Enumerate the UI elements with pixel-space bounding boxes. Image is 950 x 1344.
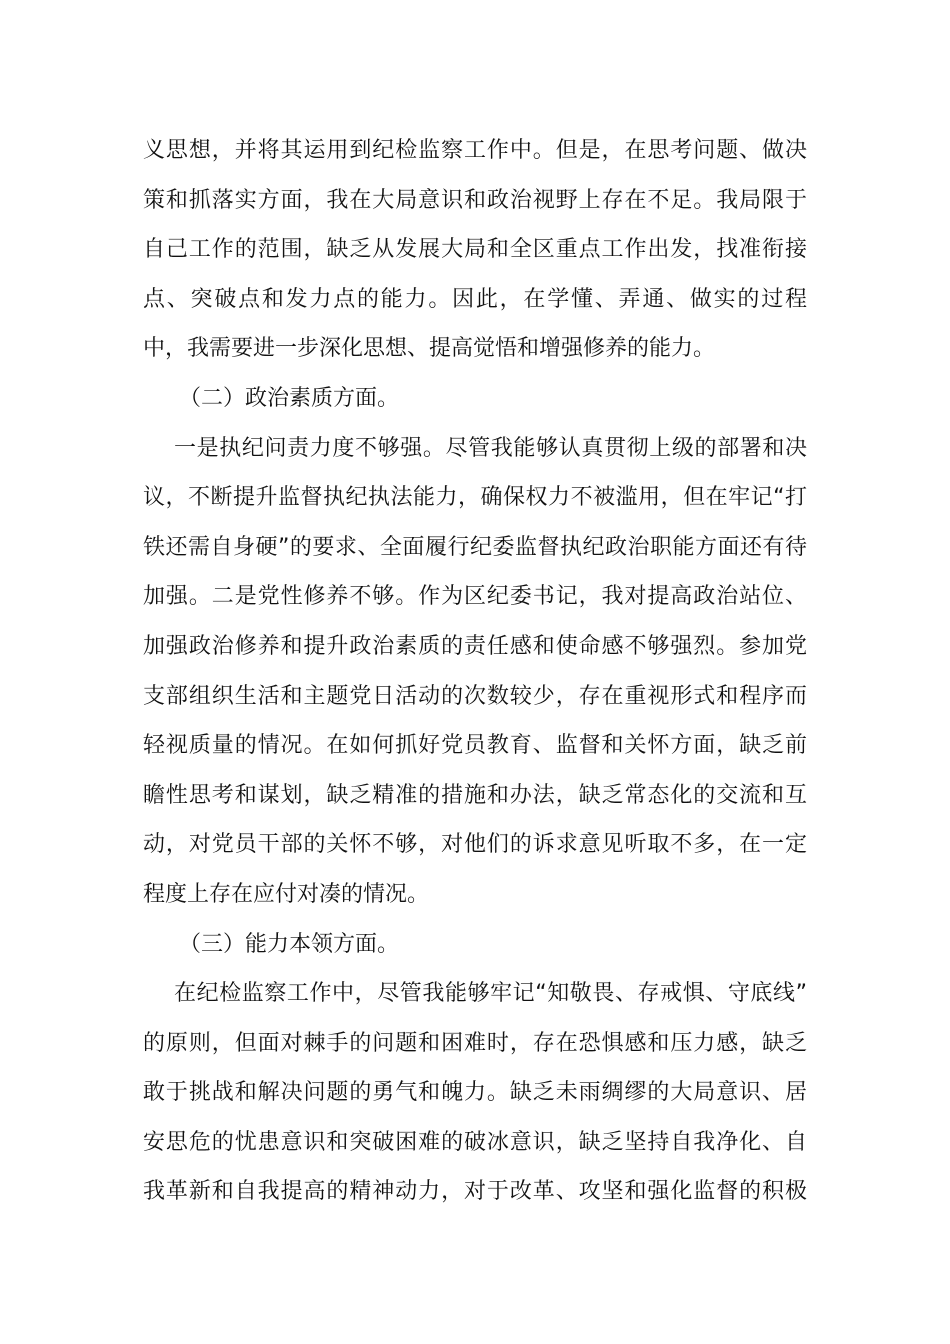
text-line: 策和抓落实方面，我在大局意识和政治视野上存在不足。我局限于	[143, 187, 807, 213]
text-line: 自己工作的范围，缺乏从发展大局和全区重点工作出发，找准衔接	[143, 237, 807, 263]
text-line: 瞻性思考和谋划，缺乏精准的措施和办法，缺乏常态化的交流和互	[143, 782, 807, 808]
text-line: 动，对党员干部的关怀不够，对他们的诉求意见听取不多，在一定	[143, 832, 807, 858]
text-line: 议，不断提升监督执纪执法能力，确保权力不被滥用，但在牢记“打	[143, 485, 807, 511]
document-body	[143, 126, 807, 1217]
text-line: 轻视质量的情况。在如何抓好党员教育、监督和关怀方面，缺乏前	[143, 733, 807, 759]
section-heading-ability: （三）能力本领方面。	[179, 931, 400, 957]
text-line: 敢于挑战和解决问题的勇气和魄力。缺乏未雨绸缪的大局意识、居	[143, 1080, 807, 1106]
text-line: 我革新和自我提高的精神动力，对于改革、攻坚和强化监督的积极	[143, 1179, 807, 1205]
text-line: 中，我需要进一步深化思想、提高觉悟和增强修养的能力。	[143, 336, 716, 362]
text-line: 安思危的忧患意识和突破困难的破冰意识，缺乏坚持自我净化、自	[143, 1129, 807, 1155]
text-line: 的原则，但面对棘手的问题和困难时，存在恐惧感和压力感，缺乏	[143, 1030, 807, 1056]
text-line: 义思想，并将其运用到纪检监察工作中。但是，在思考问题、做决	[143, 138, 807, 163]
text-line: 加强。二是党性修养不够。作为区纪委书记，我对提高政治站位、	[143, 584, 807, 610]
text-line: 支部组织生活和主题党日活动的次数较少，存在重视形式和程序而	[143, 683, 807, 709]
text-line: 程度上存在应付对凑的情况。	[143, 881, 430, 907]
text-line: 加强政治修养和提升政治素质的责任感和使命感不够强烈。参加党	[143, 633, 807, 659]
text-line: 点、突破点和发力点的能力。因此，在学懂、弄通、做实的过程	[143, 286, 807, 312]
text-line: 在纪检监察工作中，尽管我能够牢记“知敬畏、存戒惧、守底线”	[174, 981, 807, 1007]
text-line: 一是执纪问责力度不够强。尽管我能够认真贯彻上级的部署和决	[174, 435, 807, 461]
text-line: 铁还需自身硬”的要求、全面履行纪委监督执纪政治职能方面还有待	[143, 534, 807, 560]
section-heading-political-quality: （二）政治素质方面。	[179, 385, 400, 411]
